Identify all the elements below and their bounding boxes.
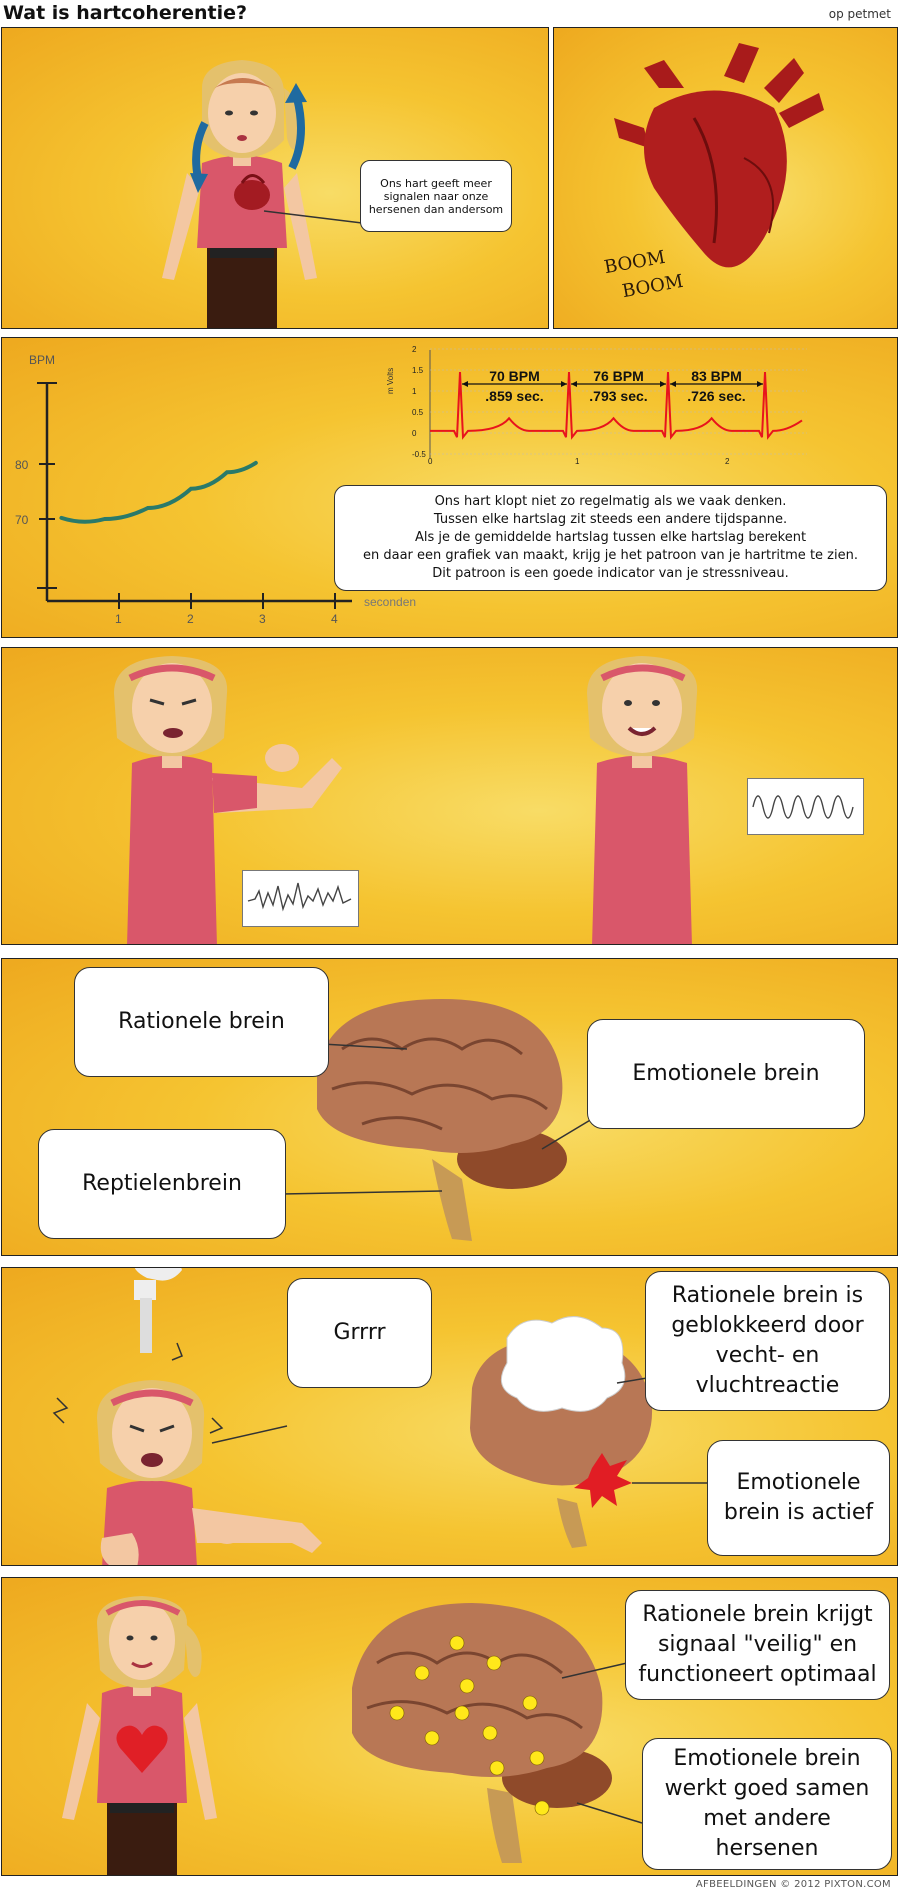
author-credit: op petmet: [828, 7, 891, 21]
speech-bubble-grrr: Grrrr: [287, 1278, 432, 1388]
x-tick-label: 3: [259, 612, 266, 626]
label-rational-blocked: Rationele brein is geblokkeerd door vecht- en vluchtreactie: [645, 1271, 890, 1411]
ecg-y-tick-label: 0: [412, 429, 417, 438]
info-line: en daar een grafiek van maakt, krijg je het patroon van je hartritme te zien.: [363, 548, 858, 563]
interval-sec: .859 sec.: [485, 388, 544, 404]
ecg-x-tick-label: 2: [725, 457, 730, 466]
page-title: Wat is hartcoherentie?: [3, 2, 248, 24]
info-box: [334, 485, 887, 591]
x-tick-label: 2: [187, 612, 194, 626]
boom-text-2: BOOM: [620, 270, 685, 303]
info-line: Als je de gemiddelde hartslag tussen elke hartslag berekent: [414, 530, 807, 545]
ecg-y-tick-label: -0.5: [412, 450, 426, 459]
ecg-y-tick-label: 0.5: [412, 408, 424, 417]
x-tick-label: 4: [331, 612, 338, 626]
panel-brain-parts: [1, 958, 898, 1256]
interval-sec: .726 sec.: [687, 388, 746, 404]
label-rational-safe: Rationele brein krijgt signaal "veilig" en functioneert optimaal: [625, 1590, 890, 1700]
arrow-head: [561, 381, 567, 387]
interval-sec: .793 sec.: [589, 388, 648, 404]
footer-credit: AFBEELDINGEN © 2012 PIXTON.COM: [695, 1879, 891, 1890]
smooth-wave-card: [747, 778, 864, 835]
arrow-head: [571, 381, 577, 387]
panel-girl-heart: [1, 27, 549, 329]
ecg-y-tick-label: 1.5: [412, 366, 424, 375]
info-line: Ons hart klopt niet zo regelmatig als we vaak denken.: [434, 494, 787, 509]
info-line: Dit patroon is een goede indicator van je stressniveau.: [432, 566, 789, 581]
label-emotional-brain: Emotionele brein: [587, 1019, 865, 1129]
interval-bpm: 76 BPM: [593, 368, 644, 384]
y-tick-label: 70: [15, 513, 29, 527]
ecg-x-tick-label: 0: [428, 457, 433, 466]
arrow-head: [462, 381, 468, 387]
x-axis-label: seconden: [364, 595, 417, 609]
arrow-head: [670, 381, 676, 387]
interval-bpm: 83 BPM: [691, 368, 742, 384]
boom-text-1: BOOM: [602, 246, 667, 279]
arrow-head: [757, 381, 763, 387]
x-tick-label: 1: [115, 612, 122, 626]
arrow-head: [660, 381, 666, 387]
interval-bpm: 70 BPM: [489, 368, 540, 384]
speech-bubble-signals: Ons hart geeft meer signalen naar onze hersenen dan andersom: [360, 160, 512, 232]
panel-heart-boom: [553, 27, 898, 329]
label-emotional-active: Emotionele brein is actief: [707, 1440, 890, 1556]
ecg-y-label: m Volts: [386, 367, 395, 394]
anatomical-heart-icon: [554, 28, 898, 329]
label-emotional-works: Emotionele brein werkt goed samen met andere hersenen: [642, 1738, 892, 1870]
y-axis-label: BPM: [29, 353, 56, 367]
panel-heart-rhythm: [1, 337, 898, 638]
info-line: Tussen elke hartslag zit steeds een andere tijdspanne.: [433, 512, 788, 527]
panel-fight-flight: [1, 1267, 898, 1566]
label-reptile-brain: Reptielenbrein: [38, 1129, 286, 1239]
panel-stressed-vs-calm: [1, 647, 898, 945]
panel-coherent: [1, 1577, 898, 1876]
y-tick-label: 80: [15, 458, 29, 472]
smooth-wave-icon: [748, 779, 863, 834]
ecg-x-tick-label: 1: [575, 457, 580, 466]
ecg-y-tick-label: 2: [412, 345, 417, 354]
label-rational-brain: Rationele brein: [74, 967, 329, 1077]
ecg-y-tick-label: 1: [412, 387, 417, 396]
